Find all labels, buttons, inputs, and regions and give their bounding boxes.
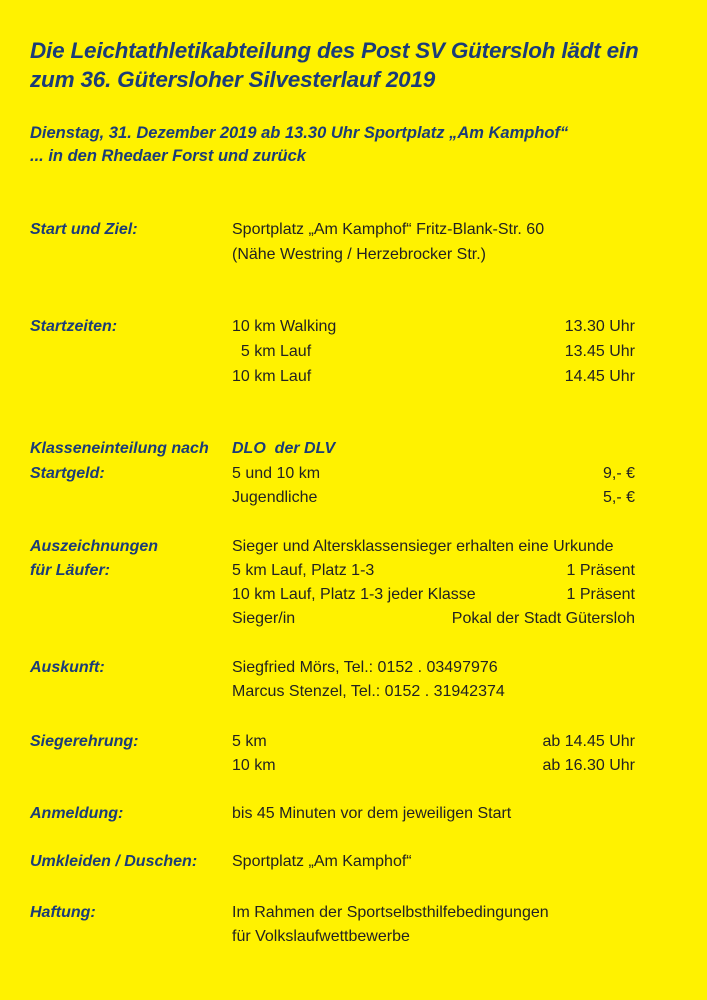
event-subtitle: [30, 122, 690, 168]
startzeit-row-time: 13.45 Uhr: [564, 343, 635, 360]
startgeld-label: Startgeld:: [30, 465, 105, 482]
startgeld-row-name: 5 und 10 km: [232, 465, 321, 482]
auszeichnungen-label-2: für Läufer:: [30, 562, 110, 579]
haftung-line-1: Im Rahmen der Sportselbsthilfebedingungen: [232, 904, 549, 921]
siegerehrung-label: Siegerehrung:: [30, 733, 139, 750]
title-line-1: Die Leichtathletikabteilung des Post SV Gütersloh lädt ein: [30, 38, 639, 63]
page-title: [30, 36, 690, 94]
startzeit-row-name: 10 km Lauf: [232, 368, 312, 385]
umkleiden-label: Umkleiden / Duschen:: [30, 853, 198, 870]
startgeld-row-name: Jugendliche: [232, 489, 318, 506]
startzeit-row-time: 13.30 Uhr: [564, 318, 635, 335]
start-ziel-line-2: (Nähe Westring / Herzebrocker Str.): [232, 246, 487, 263]
start-ziel-line-1: Sportplatz „Am Kamphof“ Fritz-Blank-Str. 60: [232, 221, 545, 238]
haftung-label: Haftung:: [30, 904, 96, 921]
title-line-2: zum 36. Gütersloher Silvesterlauf 2019: [30, 67, 436, 92]
auskunft-label: Auskunft:: [30, 659, 105, 676]
subtitle-line-1: Dienstag, 31. Dezember 2019 ab 13.30 Uhr Sportplatz „Am Kamphof“: [30, 124, 569, 142]
startzeit-row-time: 14.45 Uhr: [564, 368, 635, 385]
auszeichnung-row-prize: 1 Präsent: [566, 586, 635, 603]
klassen-label: Klasseneinteilung nach: [30, 440, 209, 457]
subtitle-line-2: ... in den Rhedaer Forst und zurück: [30, 147, 306, 165]
auszeichnung-row-name: 5 km Lauf, Platz 1-3: [232, 562, 375, 579]
siegerehrung-row-name: 5 km: [232, 733, 267, 750]
startzeit-row-name: 5 km Lauf: [232, 343, 312, 360]
siegerehrung-row-time: ab 14.45 Uhr: [542, 733, 635, 750]
auszeichnung-row-prize: Pokal der Stadt Gütersloh: [451, 610, 635, 627]
startgeld-row-price: 5,- €: [602, 489, 635, 506]
klassen-value: DLO der DLV: [232, 440, 336, 457]
auszeichnung-row-name: Sieger/in: [232, 610, 296, 627]
siegerehrung-row-name: 10 km: [232, 757, 276, 774]
auskunft-contact-1: Siegfried Mörs, Tel.: 0152 . 03497976: [232, 659, 498, 676]
auszeichnung-row-name: 10 km Lauf, Platz 1-3 jeder Klasse: [232, 586, 476, 603]
anmeldung-value: bis 45 Minuten vor dem jeweiligen Start: [232, 805, 512, 822]
auszeichnung-row-prize: 1 Präsent: [566, 562, 635, 579]
startzeit-row-name: 10 km Walking: [232, 318, 337, 335]
auskunft-contact-2: Marcus Stenzel, Tel.: 0152 . 31942374: [232, 683, 505, 700]
umkleiden-value: Sportplatz „Am Kamphof“: [232, 853, 412, 870]
anmeldung-label: Anmeldung:: [30, 805, 124, 822]
start-ziel-label: Start und Ziel:: [30, 221, 138, 238]
haftung-line-2: für Volkslaufwettbewerbe: [232, 928, 410, 945]
auszeichnungen-intro: Sieger und Altersklassensieger erhalten eine Urkunde: [232, 538, 614, 555]
auszeichnungen-label-1: Auszeichnungen: [30, 538, 159, 555]
startzeiten-label: Startzeiten:: [30, 318, 118, 335]
startgeld-row-price: 9,- €: [602, 465, 635, 482]
siegerehrung-row-time: ab 16.30 Uhr: [542, 757, 635, 774]
